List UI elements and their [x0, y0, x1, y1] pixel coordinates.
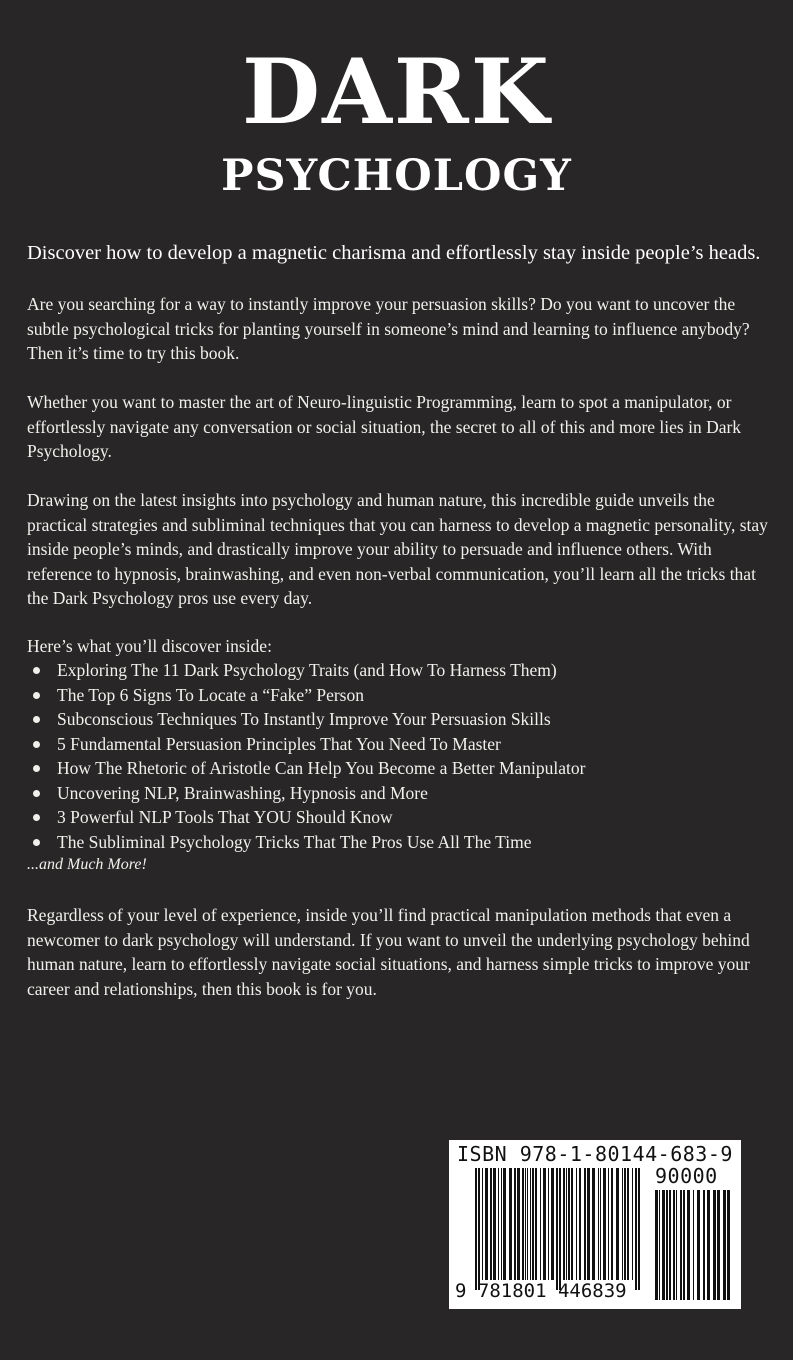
barcode-guard-bar [556, 1168, 558, 1290]
barcode-bar [683, 1190, 685, 1300]
barcode-bar [493, 1168, 496, 1280]
barcode-bar [571, 1168, 573, 1280]
barcode-bar [611, 1168, 613, 1280]
ean-digits: 9 781801 446839 [455, 1280, 627, 1302]
barcode-bar [514, 1168, 516, 1280]
barcode-bar [540, 1168, 541, 1280]
barcode-bar [666, 1190, 668, 1300]
feature-list [27, 658, 777, 854]
barcode-guard-bar [635, 1168, 637, 1290]
list-item-text: Exploring The 11 Dark Psychology Traits (and How To Harness Them) [57, 660, 557, 680]
body-paragraph-1: Are you searching for a way to instantly improve your persuasion skills? Do you want to uncover the subtle psychological tricks for planting yourself in someone’s mind and learning to influence anybody? Then it’s time to try this book. [27, 294, 750, 363]
barcode-bar [669, 1190, 671, 1300]
isbn-barcode [449, 1140, 741, 1309]
barcode-bar [503, 1168, 506, 1280]
barcode-bar [608, 1168, 609, 1280]
barcode-bar [662, 1190, 665, 1300]
barcode-bar [627, 1168, 629, 1280]
body-paragraph-2: Whether you want to master the art of Neuro-linguistic Programming, learn to spot a manipulator, or effortlessly navigate any conversation or social situation, the secret to all of this and more lies in Dark Psychology. [27, 392, 742, 461]
bullet-icon [33, 741, 40, 748]
barcode-bar [697, 1190, 700, 1300]
barcode-bar [687, 1190, 690, 1300]
barcode-bar [707, 1190, 710, 1300]
list-item [27, 683, 777, 708]
barcode-bar [632, 1168, 633, 1280]
barcode-bar [680, 1190, 682, 1300]
barcode-bar [482, 1168, 483, 1280]
barcode-bar [522, 1168, 524, 1280]
bullet-icon [33, 765, 40, 772]
list-item-text: The Top 6 Signs To Locate a “Fake” Person [57, 684, 364, 705]
barcode-bar [485, 1168, 488, 1280]
barcode-guard-bar [478, 1168, 480, 1290]
list-item-text: How The Rhetoric of Aristotle Can Help You Become a Better Manipulator [57, 758, 586, 778]
barcode-bar [498, 1168, 499, 1280]
barcode-bar [509, 1168, 512, 1280]
barcode-bar [563, 1168, 565, 1280]
barcode-bar [587, 1168, 590, 1280]
barcode-bar [622, 1168, 623, 1280]
list-item-text: 5 Fundamental Persuasion Principles That You Need To Master [57, 733, 501, 754]
barcode-bar [723, 1190, 726, 1300]
barcode-bar [713, 1190, 716, 1300]
barcode-bar [603, 1168, 606, 1280]
barcode-bar [517, 1168, 520, 1280]
barcode-guard-bar [475, 1168, 477, 1290]
barcode-bar [727, 1190, 730, 1300]
list-item [27, 805, 777, 830]
ean-bars [475, 1168, 640, 1290]
list-item [27, 707, 777, 732]
barcode-bar [655, 1190, 658, 1300]
bullet-icon [33, 790, 40, 797]
barcode-bar [659, 1190, 660, 1300]
book-title: DARK [242, 39, 551, 145]
barcode-bar [532, 1168, 534, 1280]
list-item [27, 658, 777, 683]
barcode-bar [576, 1168, 577, 1280]
barcode-bar [592, 1168, 595, 1280]
barcode-bar [568, 1168, 570, 1280]
barcode-bar [579, 1168, 581, 1280]
barcode-bar [530, 1168, 531, 1280]
barcode-bar [616, 1168, 619, 1280]
barcode-bar [693, 1190, 694, 1300]
isbn-label: ISBN 978-1-80144-683-9 [457, 1142, 733, 1166]
barcode-bar [535, 1168, 537, 1280]
barcode-bar [548, 1168, 549, 1280]
bullet-icon [33, 814, 40, 821]
barcode-bar [551, 1168, 554, 1280]
bullet-icon [33, 839, 40, 846]
barcode-bar [584, 1168, 586, 1280]
list-intro: Here’s what you’ll discover inside: [27, 636, 272, 656]
and-much-more: ...and Much More! [27, 856, 147, 873]
bullet-icon [33, 716, 40, 723]
barcode-bar [543, 1168, 546, 1280]
barcode-bar [527, 1168, 528, 1280]
list-item-text: 3 Powerful NLP Tools That YOU Should Know [57, 807, 393, 827]
book-subtitle: PSYCHOLOGY [221, 151, 572, 201]
barcode-bar [490, 1168, 492, 1280]
barcode-bar [703, 1190, 705, 1300]
list-item [27, 830, 777, 855]
barcode-bar [598, 1168, 599, 1280]
barcode-guard-bar [559, 1168, 561, 1290]
barcode-bar [673, 1190, 675, 1300]
barcode-bar [501, 1168, 502, 1280]
barcode-bar [600, 1168, 601, 1280]
barcode-bar [525, 1168, 526, 1280]
barcode-bar [624, 1168, 626, 1280]
barcode-bar [566, 1168, 567, 1280]
list-item [27, 756, 777, 781]
list-item [27, 781, 777, 806]
list-item-text: Uncovering NLP, Brainwashing, Hypnosis and More [57, 782, 428, 803]
barcode-bar [717, 1190, 720, 1300]
lede-paragraph: Discover how to develop a magnetic charisma and effortlessly stay inside people’s heads. [27, 242, 761, 264]
barcode-bar [676, 1190, 677, 1300]
barcode-guard-bar [638, 1168, 640, 1290]
body-paragraph-3: Drawing on the latest insights into psychology and human nature, this incredible guide unveils the practical strategies and subliminal techniques that you can harness to develop a magnetic personality, stay inside people’s minds, and drastically improve your ability to persuade and influence others. With reference to hypnosis, brainwashing, and even non-verbal communication, you’ll learn all the tricks that the Dark Psychology pros use every day. [27, 490, 768, 608]
bullet-icon [33, 667, 40, 674]
bullet-icon [33, 692, 40, 699]
list-item-text: The Subliminal Psychology Tricks That The Pros Use All The Time [57, 831, 532, 852]
price-code: 90000 [655, 1164, 718, 1188]
list-item [27, 732, 777, 757]
body-paragraph-4: Regardless of your level of experience, inside you’ll find practical manipulation methods that even a newcomer to dark psychology will understand. If you want to unveil the underlying psychology behind human nature, learn to effortlessly navigate social situations, and harness simple tricks to improve your career and relationships, then this book is for you. [27, 905, 750, 999]
list-item-text: Subconscious Techniques To Instantly Improve Your Persuasion Skills [57, 709, 551, 729]
addon-bars [655, 1190, 730, 1300]
